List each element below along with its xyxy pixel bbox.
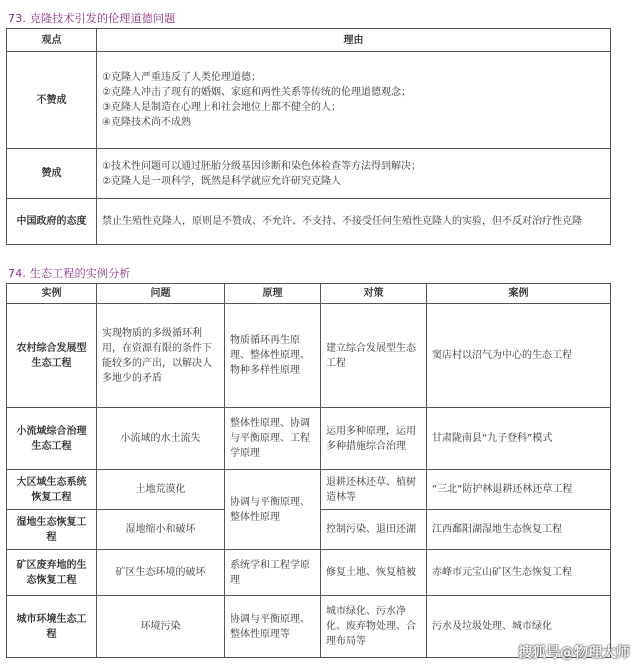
example-cell: 矿区废弃地的生态恢复工程 — [7, 550, 97, 596]
section-73-title: 73. 克隆技术引发的伦理道德问题 — [8, 12, 176, 25]
problem-cell: 湿地缩小和破坏 — [97, 510, 225, 550]
measure-cell: 运用多种原理，运用多种措施综合治理 — [321, 408, 427, 470]
viewpoint-cell: 中国政府的态度 — [7, 199, 97, 245]
watermark: 搜狐号@物理大师 — [518, 645, 630, 661]
case-cell: 赤峰市元宝山矿区生态恢复工程 — [427, 550, 611, 596]
header-reason: 理由 — [97, 29, 611, 52]
case-cell: 窦店村以沼气为中心的生态工程 — [427, 304, 611, 408]
example-cell: 大区域生态系统恢复工程 — [7, 470, 97, 510]
principle-cell: 物质循环再生原理、整体性原理、物种多样性原理 — [225, 304, 321, 408]
problem-cell: 土地荒漠化 — [97, 470, 225, 510]
measure-cell: 城市绿化、污水净化、废弃物处理、合理布局等 — [321, 596, 427, 658]
table-row — [7, 550, 611, 596]
reason-cell: ①克隆人严重违反了人类伦理道德； ②克隆人冲击了现有的婚姻、家庭和两性关系等传统的伦理道德观念； ③克隆人是制造在心理上和社会地位上都不健全的人； ④克隆技术尚不成熟 — [97, 52, 611, 149]
table-row — [7, 52, 611, 149]
example-cell: 农村综合发展型生态工程 — [7, 304, 97, 408]
ethics-table — [6, 28, 611, 245]
case-cell: 污水及垃圾处理、城市绿化 — [427, 596, 611, 658]
reason-cell: 禁止生殖性克隆人，原则是不赞成、不允许、不支持、不接受任何生殖性克隆人的实验，但不反对治疗性克隆 — [97, 199, 611, 245]
viewpoint-cell: 不赞成 — [7, 52, 97, 149]
header-example: 实例 — [7, 284, 97, 304]
problem-cell: 环境污染 — [97, 596, 225, 658]
problem-cell: 小流域的水土流失 — [97, 408, 225, 470]
table-row — [7, 304, 611, 408]
header-principle: 原理 — [225, 284, 321, 304]
eco-engineering-table — [6, 283, 611, 658]
measure-cell: 退耕还林还草、植树造林等 — [321, 470, 427, 510]
problem-cell: 矿区生态环境的破坏 — [97, 550, 225, 596]
header-case: 案例 — [427, 284, 611, 304]
table-row — [7, 408, 611, 470]
principle-cell: 协调与平衡原理、整体性原理等 — [225, 596, 321, 658]
principle-cell-merged: 协调与平衡原理、整体性原理 — [225, 470, 321, 550]
case-cell: “三北”防护林退耕还林还草工程 — [427, 470, 611, 510]
principle-cell: 整体性原理、协调与平衡原理、工程学原理 — [225, 408, 321, 470]
example-cell: 小流域综合治理生态工程 — [7, 408, 97, 470]
table-row — [7, 149, 611, 199]
header-measure: 对策 — [321, 284, 427, 304]
measure-cell: 修复土地、恢复植被 — [321, 550, 427, 596]
header-problem: 问题 — [97, 284, 225, 304]
header-viewpoint: 观点 — [7, 29, 97, 52]
measure-cell: 建立综合发展型生态工程 — [321, 304, 427, 408]
example-cell: 城市环境生态工程 — [7, 596, 97, 658]
case-cell: 江西鄱阳湖湿地生态恢复工程 — [427, 510, 611, 550]
reason-cell: ①技术性问题可以通过胚胎分级基因诊断和染色体检查等方法得到解决； ②克隆人是一项科学，既然是科学就应允许研究克隆人 — [97, 149, 611, 199]
table-row — [7, 199, 611, 245]
measure-cell: 控制污染、退田还湖 — [321, 510, 427, 550]
problem-cell: 实现物质的多级循环利用，在资源有限的条件下能较多的产出，以解决人多地少的矛盾 — [97, 304, 225, 408]
viewpoint-cell: 赞成 — [7, 149, 97, 199]
table-row — [7, 470, 611, 510]
example-cell: 湿地生态恢复工程 — [7, 510, 97, 550]
section-74-title: 74. 生态工程的实例分析 — [8, 267, 131, 280]
principle-cell: 系统学和工程学原理 — [225, 550, 321, 596]
case-cell: 甘肃陇南县“九子登科”模式 — [427, 408, 611, 470]
